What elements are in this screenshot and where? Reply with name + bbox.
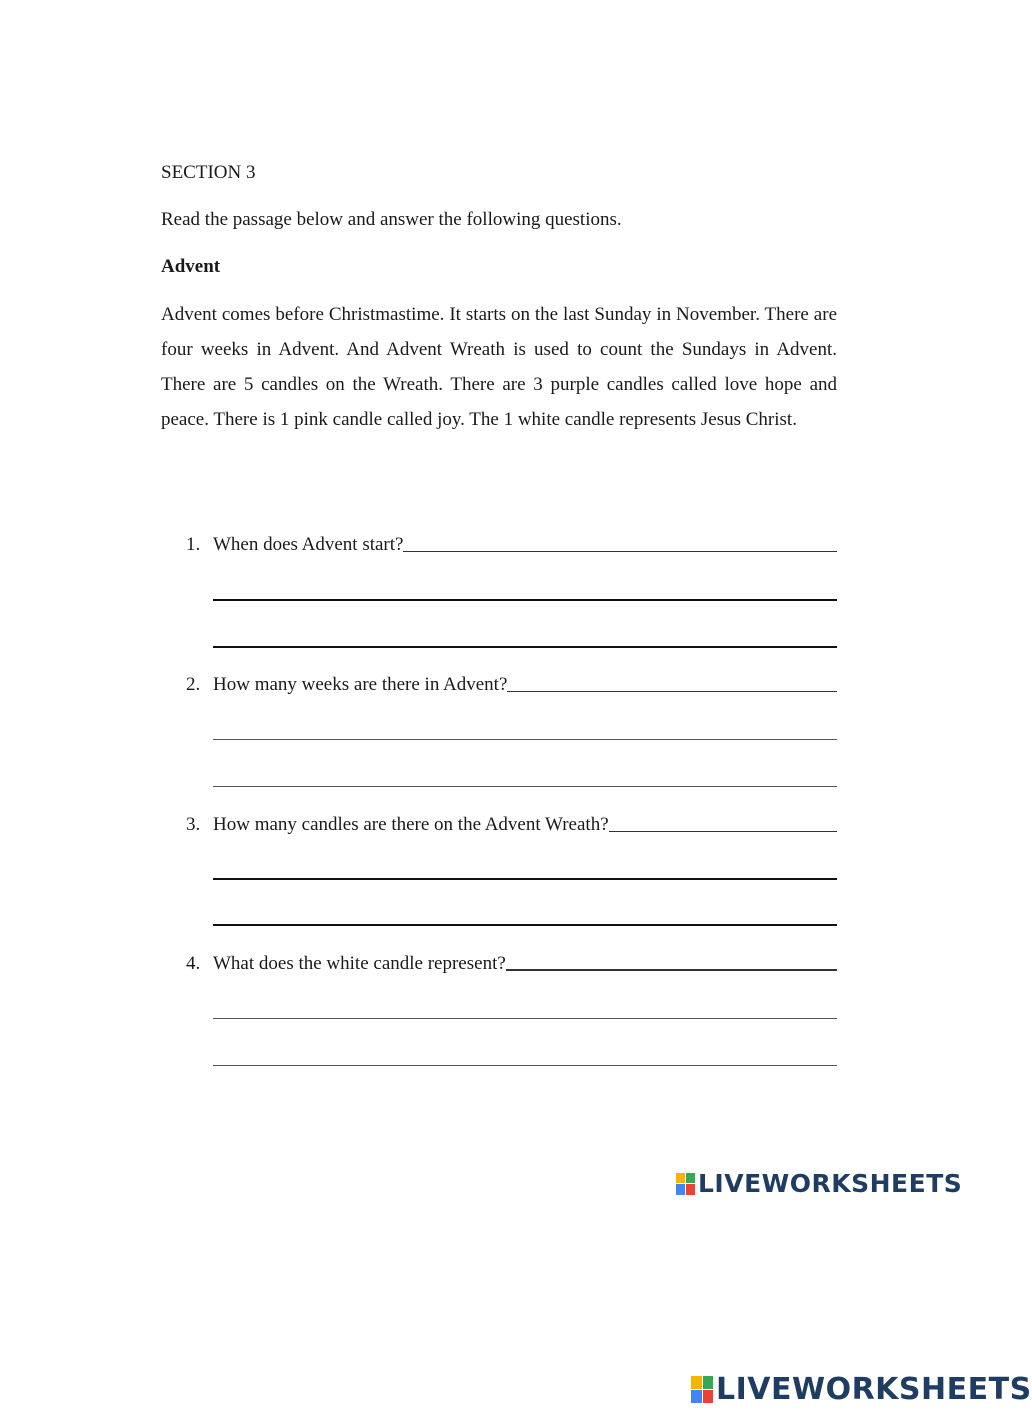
logo-square xyxy=(703,1376,714,1389)
answer-line[interactable] xyxy=(213,878,837,880)
question-text: How many weeks are there in Advent? xyxy=(213,674,508,695)
question-text: When does Advent start? xyxy=(213,534,404,555)
logo-square xyxy=(691,1376,702,1389)
answer-line[interactable] xyxy=(213,646,837,648)
section-label: SECTION 3 xyxy=(161,162,256,183)
answer-line[interactable] xyxy=(213,1018,837,1019)
logo-square xyxy=(676,1173,685,1184)
question-1 xyxy=(186,533,837,557)
logo-text: LIVEWORKSHEETS xyxy=(698,1169,963,1198)
question-number: 3. xyxy=(186,814,201,835)
passage-title: Advent xyxy=(161,256,221,277)
logo-square xyxy=(691,1390,702,1403)
answer-blank[interactable] xyxy=(609,830,837,832)
question-number: 1. xyxy=(186,534,201,555)
footer-liveworksheets-logo xyxy=(691,1372,1032,1407)
question-text: How many candles are there on the Advent Wreath? xyxy=(213,814,609,835)
answer-line[interactable] xyxy=(213,924,837,926)
question-number: 4. xyxy=(186,953,201,974)
answer-blank[interactable] xyxy=(403,550,837,552)
answer-line[interactable] xyxy=(213,599,837,601)
answer-line[interactable] xyxy=(213,739,837,740)
logo-grid-icon xyxy=(691,1376,713,1403)
answer-blank[interactable] xyxy=(506,968,837,971)
question-3 xyxy=(186,813,837,837)
question-number: 2. xyxy=(186,674,201,695)
logo-grid-icon xyxy=(676,1173,695,1195)
liveworksheets-logo xyxy=(676,1169,962,1198)
question-4 xyxy=(186,952,837,976)
answer-line[interactable] xyxy=(213,1065,837,1066)
answer-line[interactable] xyxy=(213,786,837,787)
answer-blank[interactable] xyxy=(507,690,837,692)
question-text: What does the white candle represent? xyxy=(213,953,506,974)
logo-square xyxy=(676,1184,685,1195)
logo-text: LIVEWORKSHEETS xyxy=(716,1372,1032,1407)
logo-square xyxy=(686,1173,695,1184)
passage-text: Advent comes before Christmastime. It starts on the last Sunday in November. There are four weeks in Advent. And Advent Wreath is used to count the Sundays in Advent. There are 5 candles on the Wreath. There are 3 purple candles called love hope and peace. There is 1 pink candle called joy. The 1 white candle represents Jesus Christ. xyxy=(161,304,837,430)
logo-square xyxy=(703,1390,714,1403)
instructions: Read the passage below and answer the following questions. xyxy=(161,209,622,230)
question-2 xyxy=(186,673,837,697)
logo-square xyxy=(686,1184,695,1195)
